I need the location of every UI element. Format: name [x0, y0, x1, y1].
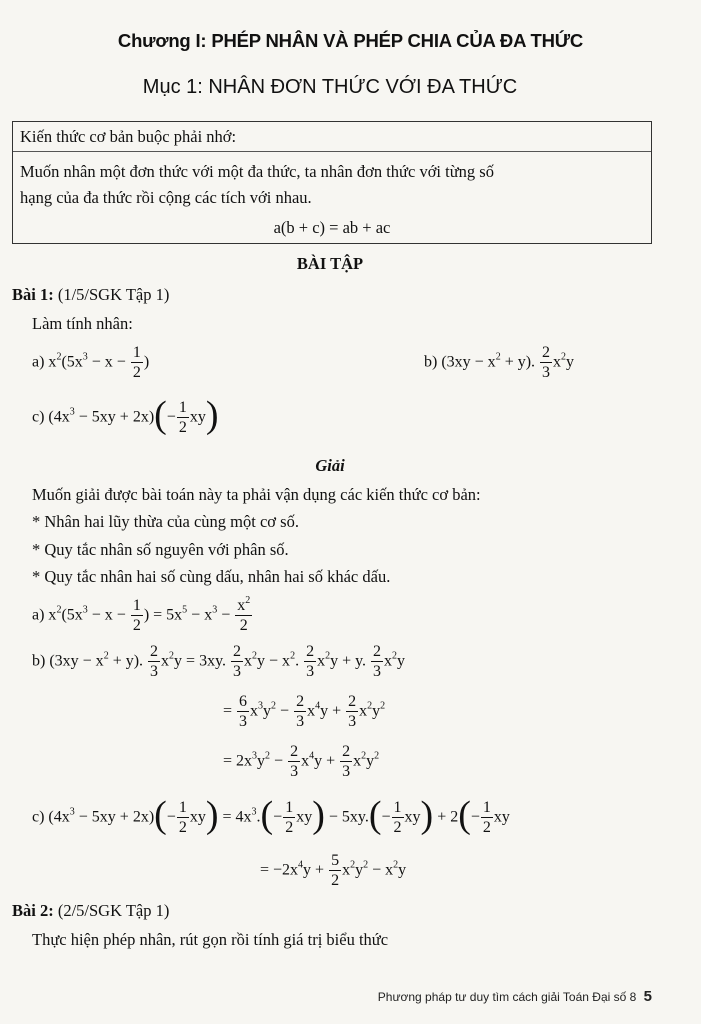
- chapter-title: Chương I: PHÉP NHÂN VÀ PHÉP CHIA CỦA ĐA THỨC: [117, 30, 584, 51]
- solution-b-line-3: = $2x^3y^2$ − $\frac{2}{3}$ $x^4y$ + $\frac{2}{3}$ $x^2y^2$: [223, 743, 380, 780]
- knowledge-line-2: hạng của đa thức rồi cộng các tích với nhau.: [20, 188, 312, 207]
- exercises-heading: BÀI TẬP: [296, 254, 364, 273]
- footer-text: Phương pháp tư duy tìm cách giải Toán Đại số 8: [377, 990, 637, 1004]
- solution-b-line-2: = $\frac{6}{3}$ $x^3y^2$ − $\frac{2}{3}$ $x^4y$ + $\frac{2}{3}$ $x^2y^2$: [223, 693, 386, 730]
- bullet-2: * Quy tắc nhân số nguyên với phân số.: [32, 540, 289, 559]
- solution-c-line-2: = $-2x^4y$ + $\frac{5}{2}$ $x^2y^2 - x^2y$: [260, 852, 407, 889]
- bullet-3: * Quy tắc nhân hai số cùng dấu, nhân hai số khác dấu.: [32, 567, 391, 586]
- solution-a: a) $x^2(5x^3 - x$ − $\frac{1}{2}$ ) = $5x^5 - x^3$ − $\frac{x^2}{2}$: [32, 595, 251, 634]
- bai2-source: (2/5/SGK Tập 1): [57, 901, 170, 920]
- bai1-label: Bài 1:: [12, 285, 54, 304]
- bai2-label: Bài 2:: [12, 901, 54, 920]
- knowledge-line-1: Muốn nhân một đơn thức với một đa thức, ta nhân đơn thức với từng số: [20, 162, 494, 181]
- solution-intro: Muốn giải được bài toán này ta phải vận dụng các kiến thức cơ bản:: [32, 485, 481, 504]
- solution-c-line-1: c) $(4x^3 - 5xy + 2x)(-$ $\frac{1}{2}$ $xy) = 4x^3.(-$ $\frac{1}{2}$ xy) − 5xy.(− $\frac{1}{2}$ xy) + 2(− $\frac{1}{2}$ xy: [32, 794, 510, 836]
- bai1-header: [12, 285, 169, 305]
- bullet-1: * Nhân hai lũy thừa của cùng một cơ số.: [32, 512, 299, 531]
- page-footer: [378, 988, 652, 1005]
- box-divider: [13, 151, 651, 152]
- bai2-prompt: Thực hiện phép nhân, rút gọn rồi tính giá trị biểu thức: [32, 930, 389, 949]
- bai1-item-b: b) $(3xy - x^2 + y)$. $\frac{2}{3}$ $x^2y$: [424, 344, 575, 381]
- bai1-prompt: Làm tính nhân:: [32, 314, 133, 333]
- knowledge-formula: a(b + c) = ab + ac: [273, 218, 391, 237]
- bai1-item-a: a) $x^2(5x^3 - x$ − $\frac{1}{2}$ ): [32, 344, 150, 381]
- bai1-source: (1/5/SGK Tập 1): [57, 285, 170, 304]
- bai1-item-c: c) $(4x^3 - 5xy + 2x)(-$ $\frac{1}{2}$ xy): [32, 394, 219, 436]
- bai2-header: [12, 901, 169, 921]
- solution-b-line-1: b) $(3xy - x^2 + y)$. $\frac{2}{3}$ $x^2y = 3xy$. $\frac{2}{3}$ $x^2y - x^2$. $\frac{2}{3}$ $x^2y + y$. $\frac{2}{3}$ $x^2y$: [32, 643, 406, 680]
- knowledge-box: [12, 121, 652, 244]
- page-number: 5: [643, 988, 652, 1005]
- section-title: Mục 1: NHÂN ĐƠN THỨC VỚI ĐA THỨC: [142, 76, 518, 98]
- solution-heading: Giải: [315, 456, 345, 475]
- knowledge-heading: Kiến thức cơ bản buộc phải nhớ:: [20, 127, 237, 146]
